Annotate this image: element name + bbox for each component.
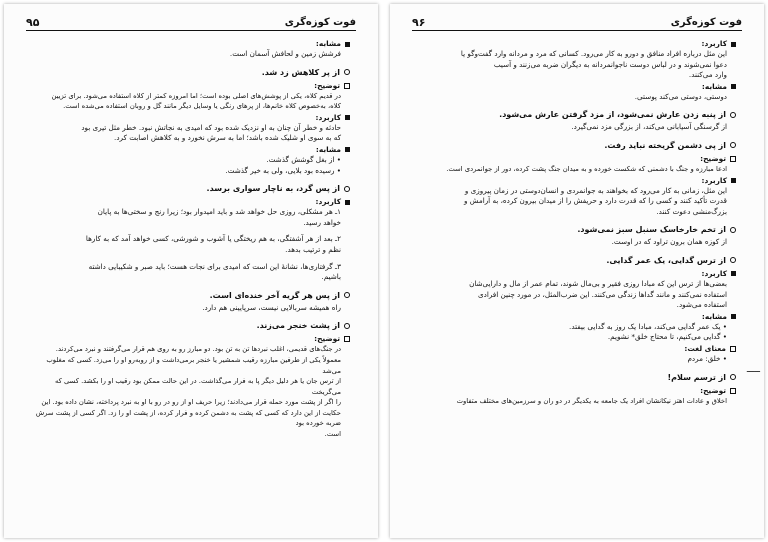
section-label: توضیح:	[418, 153, 736, 164]
list-item: • گدایی می‌کنیم، تا محتاج خلق* نشویم.	[418, 332, 736, 343]
circle-icon	[730, 374, 736, 380]
left-page-content	[32, 38, 350, 528]
paragraph: از کوزه همان برون تراود که در اوست.	[611, 237, 727, 247]
paragraph: راه همیشه سربالایی نیست، سرپایینی هم دارد.	[202, 302, 341, 312]
paragraph-line: بعضی‌ها از ترس این که مبادا روزی فقیر و بی‌مال شوند، تمام عمر از مال و دارایی‌شان	[469, 278, 727, 288]
filled-square-icon	[731, 42, 736, 47]
paragraph-line: از ترس جان یا هر دلیل دیگر پا به فرار می‌گذاشت. در این حالت ممکن بود رقیب او را بکشد. کسی که می‌گریخت	[54, 377, 341, 396]
paragraph-line: این مثل، زمانی به کار می‌رود که بخواهند به جوانمردی و انسان‌دوستی در زمان پیروزی و	[464, 185, 727, 195]
paragraph: ادعا مبارزه و جنگ با دشمنی که شکست خورده و به میدان جنگ پشت کرده، دور از جوانمردی است.	[446, 164, 727, 173]
section-label: کاربرد:	[418, 268, 736, 279]
entry-title: از ترسم سلام!	[418, 372, 736, 384]
page-number: ۹۶	[412, 16, 426, 29]
paragraph: فرشش زمین و لحافش آسمان است.	[229, 49, 341, 58]
section-label: توضیح:	[32, 80, 350, 91]
right-page-header	[412, 16, 742, 31]
entry-title: از تخم خارخاسک سنبل سبز نمی‌شود.	[418, 224, 736, 236]
section-label: کاربرد:	[418, 175, 736, 186]
entry-title: از پس گرد، به ناچار سواری برسد.	[32, 183, 350, 195]
filled-square-icon	[731, 314, 736, 319]
paragraph-line: حکایت از این دارد که کسی که پشت به دشمن کرده و فرار کرده، از پشت او را زد. اگر کسی از پشت سرش ضربه خورده بود	[35, 408, 341, 428]
paragraph-line: را اگر از پشت مورد حمله قرار می‌دادند؛ زیرا حریف او از رو در رو با او به نبرد پرداخته، نشان داده بود. این	[41, 398, 341, 407]
paragraph-line: معمولاً یکی از طرفین مبارزه رقیب شمشیر یا خنجر برمی‌داشت و از روبه‌رو او را می‌زد. کسی که مغلوب می‌شد	[46, 355, 341, 375]
square-icon	[344, 336, 350, 342]
list-item: • یک عمر گدایی می‌کند، مبادا یک روز به گدایی بیفتد.	[418, 322, 736, 333]
running-title: فوت کوزه‌گری	[670, 17, 742, 28]
section-label: معنای لغت:	[418, 343, 736, 354]
paragraph-line: وارد می‌کنند.	[688, 70, 727, 80]
paragraph-line: نظم و ترتیب بدهد.	[285, 244, 341, 254]
paragraph-line: قدرت تأکید کنند و کسی را که قدرت دارد و حریفش را از میدان بیرون کرده، به آرامش و	[463, 196, 727, 206]
paragraph-line: در جنگ‌های قدیمی، اغلب نبردها تن به تن بود. دو مبارز رو به روی هم قرار می‌گرفتند و نبرد می‌کردند.	[55, 345, 341, 354]
paragraph-line: باشیم.	[321, 272, 341, 282]
entry-title: از پی دشمن گریخته نباید رفت.	[418, 140, 736, 152]
square-icon	[730, 346, 736, 352]
filled-square-icon	[345, 115, 350, 120]
circle-icon	[730, 257, 736, 263]
paragraph-line: کلاه، به‌خصوص کلاه خانم‌ها، از پرهای رنگی یا وسایل دیگر مانند گل و روبان استفاده می‌شده است.	[63, 102, 341, 111]
paragraph-line: ۳ـ گرفتاری‌ها، نشانهٔ این است که امیدی برای نجات هست؛ باید صبر و شکیبایی داشته	[88, 261, 341, 271]
paragraph-line: حادثه و خطر آن چنان به او نزدیک شده بود که امیدی به نجاتش نبود. خطر مثل تیری بود	[81, 122, 341, 132]
paragraph-line: این مثل درباره افراد منافق و دورو به کار می‌رود. کسانی که مرد و مردانه وارد گفت‌وگو یا	[460, 49, 727, 58]
paragraph-line: ۲ـ بعد از هر آشفتگی، به هم ریختگی یا آشوب و شورشی، کسی خواهد آمد که به کارها	[85, 234, 341, 244]
entry-title: از پشت خنجر می‌زند.	[32, 320, 350, 332]
filled-square-icon	[731, 84, 736, 89]
paragraph-line: که به سوی او شلیک شده باشد؛ اما به سرش نخورد و به کلاهش اصابت کرد.	[114, 133, 341, 143]
entry-title: از ترس گدایی، یک عمر گدایی.	[418, 255, 736, 267]
paragraph-line: خواهد رسید.	[303, 217, 341, 227]
entry-title: از پر کلاهش زد شد.	[32, 67, 350, 79]
filled-square-icon	[345, 200, 350, 205]
section-label: کاربرد:	[32, 196, 350, 207]
filled-square-icon	[345, 42, 350, 47]
filled-square-icon	[731, 271, 736, 276]
entry-title: از پنبه زدن عارش نمی‌شود، از مزد گرفتن عارش می‌شود.	[418, 109, 736, 121]
section-label: مشابه:	[418, 81, 736, 92]
list-item: • از بغل گوشش گذشت.	[32, 155, 350, 166]
running-title: فوت کوزه‌گری	[284, 17, 356, 28]
square-icon	[730, 388, 736, 394]
square-icon	[344, 83, 350, 89]
paragraph-line: ۱ـ هر مشکلی، روزی حل خواهد شد و باید امیدوار بود؛ زیرا رنج و سختی‌ها به پایان	[97, 207, 341, 217]
paragraph: اخلاق و عادات اهتز نیکانشان افراد یک جامعه به یکدیگر در دو ران و سرزمین‌های مختلف متفاوت	[456, 396, 727, 405]
list-item: • خلق: مردم	[418, 354, 736, 365]
section-label: مشابه:	[418, 311, 736, 322]
section-label: توضیح:	[418, 385, 736, 396]
left-page	[4, 4, 378, 538]
section-label: کاربرد:	[418, 38, 736, 49]
filled-square-icon	[731, 178, 736, 183]
section-label: کاربرد:	[32, 112, 350, 123]
square-icon	[730, 156, 736, 162]
right-page	[390, 4, 764, 538]
paragraph: از گرسنگی آسیابانی می‌کند، از بزرگی مزد نمی‌گیرد.	[571, 122, 727, 132]
paragraph-line: است.	[324, 430, 341, 439]
margin-mark: ـــــ	[746, 365, 760, 375]
circle-icon	[730, 112, 736, 118]
paragraph-line: در قدیم کلاه، یکی از پوشش‌های اصلی بوده است؛ اما امروزه کمتر از کلاه استفاده می‌شود. برای تزیین	[51, 91, 341, 100]
left-page-header	[26, 16, 356, 31]
circle-icon	[344, 292, 350, 298]
section-label: مشابه:	[32, 144, 350, 155]
section-label: مشابه:	[32, 38, 350, 49]
circle-icon	[344, 323, 350, 329]
list-item: • رسیده بود بلایی، ولی به خیر گذشت.	[32, 166, 350, 177]
circle-icon	[344, 186, 350, 192]
paragraph-line: استفاده نمی‌کنند و مانند گداها زندگی می‌کنند. این ضرب‌المثل، در مورد چنین افرادی	[478, 289, 727, 299]
entry-title: از پس هر گریه آخر خنده‌ای است.	[32, 290, 350, 302]
circle-icon	[730, 227, 736, 233]
paragraph-line: دعوا نمی‌شوند و در لباس دوست ناجوانمردانه به دیگران ضربه می‌زنند و آسیب	[493, 59, 727, 69]
section-label: توضیح:	[32, 333, 350, 344]
paragraph-line: استفاده می‌شود.	[676, 300, 727, 310]
circle-icon	[344, 69, 350, 75]
paragraph: دوستی، دوستی می‌کند پوستی.	[634, 91, 727, 101]
paragraph-line: بزرگ‌منشی دعوت کنند.	[656, 206, 727, 216]
filled-square-icon	[345, 147, 350, 152]
circle-icon	[730, 142, 736, 148]
page-number: ۹۵	[26, 16, 40, 29]
right-page-content	[418, 38, 736, 528]
